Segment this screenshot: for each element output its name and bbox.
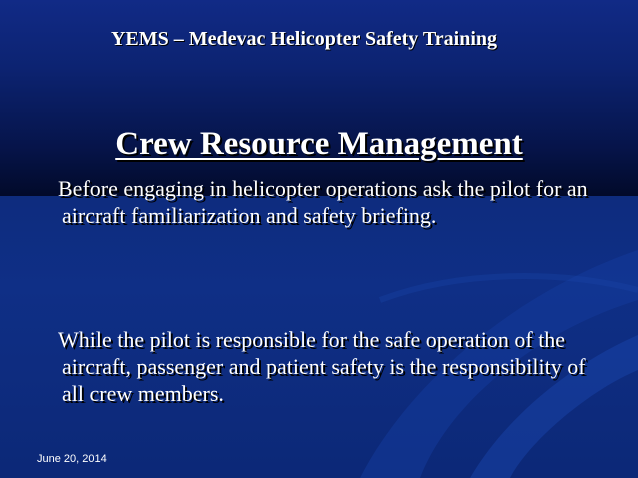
footer-date: June 20, 2014 [37,453,107,465]
header-title: YEMS – Medevac Helicopter Safety Training [110,28,498,50]
paragraph-briefing: Before engaging in helicopter operations ask the pilot for an aircraft familiarization and safety briefing. [58,176,588,228]
paragraph-responsibility: While the pilot is responsible for the safe operation of the aircraft, passenger and patient safety is the responsibility of all crew members. [58,327,586,406]
slide-heading: Crew Resource Management [115,126,523,162]
